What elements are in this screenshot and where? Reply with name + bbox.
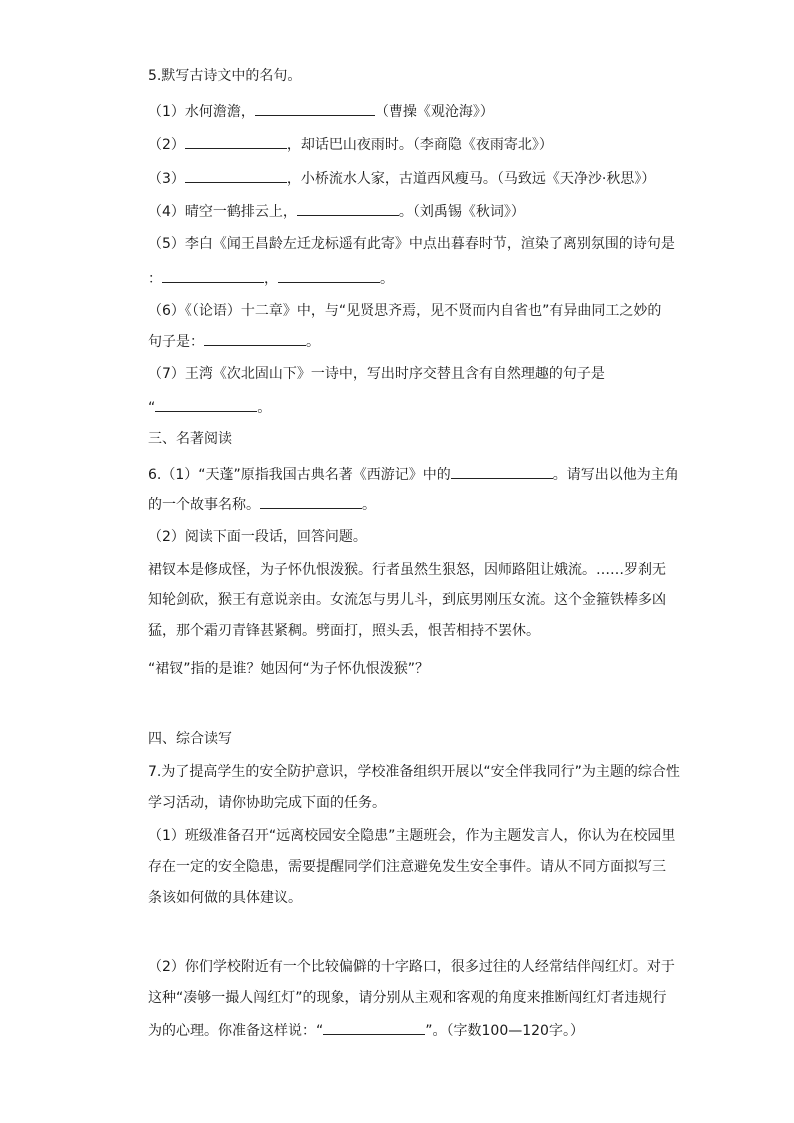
q7-sub-2-line-1: （2）你们学校附近有一个比较偏僻的十字路口，很多过往的人经常结伴闯红灯。对于 bbox=[148, 959, 675, 975]
q6-passage-line-2: 知轮剑砍，猴王有意说亲由。女流怎与男儿斗，到底男刚压女流。这个金箍铁棒多凶 bbox=[148, 592, 666, 608]
q5-item-5-line-2 bbox=[148, 268, 688, 288]
q5-item-1-post: （曹操《观沧海》） bbox=[374, 104, 494, 120]
answer-blank[interactable] bbox=[185, 134, 287, 149]
answer-blank[interactable] bbox=[451, 464, 553, 479]
q7-line-2: 学习活动，请你协助完成下面的任务。 bbox=[148, 795, 386, 811]
q5-item-1-pre: （1）水何澹澹， bbox=[148, 104, 255, 120]
answer-blank[interactable] bbox=[204, 331, 306, 346]
q5-item-3-post: ，小桥流水人家，古道西风瘦马。（马致远《天净沙·秋思》） bbox=[286, 171, 656, 187]
q6-sub-2: （2）阅读下面一段话，回答问题。 bbox=[148, 529, 367, 545]
answer-blank[interactable] bbox=[155, 397, 257, 412]
q6-line-2 bbox=[148, 494, 688, 514]
answer-blank[interactable] bbox=[260, 494, 362, 509]
q5-item-6-post: 。 bbox=[306, 334, 320, 350]
q5-item-4-pre: （4）晴空一鹤排云上， bbox=[148, 204, 297, 220]
q5-item-7-line-1: （7）王湾《次北固山下》一诗中，写出时序交替且含有自然理趣的句子是 bbox=[148, 366, 605, 382]
answer-blank[interactable] bbox=[278, 268, 380, 283]
q7-sub-2-pre: 为的心理。你准备这样说：“ bbox=[148, 1023, 324, 1039]
q6-line-1 bbox=[148, 464, 688, 484]
q5-item-2 bbox=[148, 134, 688, 154]
q7-sub-1-line-2: 存在一定的安全隐患，需要提醒同学们注意避免发生安全事件。请从不同方面拟写三 bbox=[148, 859, 666, 875]
q6-question: “裙钗”指的是谁？她因何“为子怀仇恨泼猴”？ bbox=[148, 661, 430, 677]
q5-item-7-post: 。 bbox=[257, 400, 272, 416]
q5-item-5-mid: ， bbox=[264, 271, 278, 287]
answer-blank[interactable] bbox=[162, 268, 264, 283]
answer-blank[interactable] bbox=[297, 201, 399, 216]
q5-item-2-pre: （2） bbox=[148, 137, 185, 153]
q7-sub-2-line-2: 这种“凑够一撮人闯红灯”的现象，请分别从主观和客观的角度来推断闯红灯者违规行 bbox=[148, 990, 667, 1006]
q5-item-5-post: 。 bbox=[380, 271, 394, 287]
section-4-heading: 四、综合读写 bbox=[148, 731, 232, 747]
q5-item-7-line-2 bbox=[148, 397, 688, 417]
q7-line-1: 7.为了提高学生的安全防护意识，学校准备组织开展以“安全伴我同行”为主题的综合性 bbox=[148, 764, 680, 780]
q5-item-6-pre: 句子是： bbox=[148, 334, 204, 350]
q6-line-1-pre: 6.（1）“天蓬”原指我国古典名著《西游记》中的 bbox=[148, 467, 451, 483]
q5-item-4 bbox=[148, 201, 688, 221]
q6-passage-line-3: 猛，那个霜刃青锋甚紧稠。劈面打，照头丢，恨苦相持不罢休。 bbox=[148, 623, 540, 639]
q7-sub-1-line-3: 条该如何做的具体建议。 bbox=[148, 890, 302, 906]
q7-sub-2-line-3 bbox=[148, 1020, 688, 1040]
answer-blank[interactable] bbox=[323, 1020, 425, 1035]
q5-item-2-post: ，却话巴山夜雨时。（李商隐《夜雨寄北》） bbox=[286, 137, 553, 153]
q5-item-3 bbox=[148, 168, 688, 188]
q5-item-5-line-1: （5）李白《闻王昌龄左迁龙标遥有此寄》中点出暮春时节，渲染了离别氛围的诗句是 bbox=[148, 236, 675, 252]
q5-item-3-pre: （3） bbox=[148, 171, 185, 187]
q5-item-6-line-1: （6）《（论语）十二章》中，与“见贤思齐焉，见不贤而内自省也”有异曲同工之妙的 bbox=[148, 303, 662, 319]
q5-item-1 bbox=[148, 101, 688, 121]
q7-sub-1-line-1: （1）班级准备召开“远离校园安全隐患”主题班会，作为主题发言人，你认为在校园里 bbox=[148, 828, 676, 844]
q6-passage-line-1: 裙钗本是修成怪，为子怀仇恨泼猴。行者虽然生狠怒，因师路阻让娥流。……罗刹无 bbox=[148, 562, 666, 578]
q6-line-2-post: 。 bbox=[362, 497, 376, 513]
q7-sub-2-post: ”。（字数100—120字。） bbox=[425, 1023, 584, 1039]
q5-item-6-line-2 bbox=[148, 331, 688, 351]
q5-item-7-pre: “ bbox=[148, 400, 156, 416]
answer-blank[interactable] bbox=[185, 168, 287, 183]
answer-blank[interactable] bbox=[255, 101, 375, 116]
q5-item-4-post: 。（刘禹锡《秋词》） bbox=[398, 204, 525, 220]
q5-item-5-pre: ： bbox=[148, 271, 162, 287]
q6-line-2-pre: 的一个故事名称。 bbox=[148, 497, 260, 513]
section-3-heading: 三、名著阅读 bbox=[148, 431, 232, 447]
q5-title: 5.默写古诗文中的名句。 bbox=[148, 68, 302, 84]
q6-line-1-post: 。请写出以他为主角 bbox=[552, 467, 679, 483]
